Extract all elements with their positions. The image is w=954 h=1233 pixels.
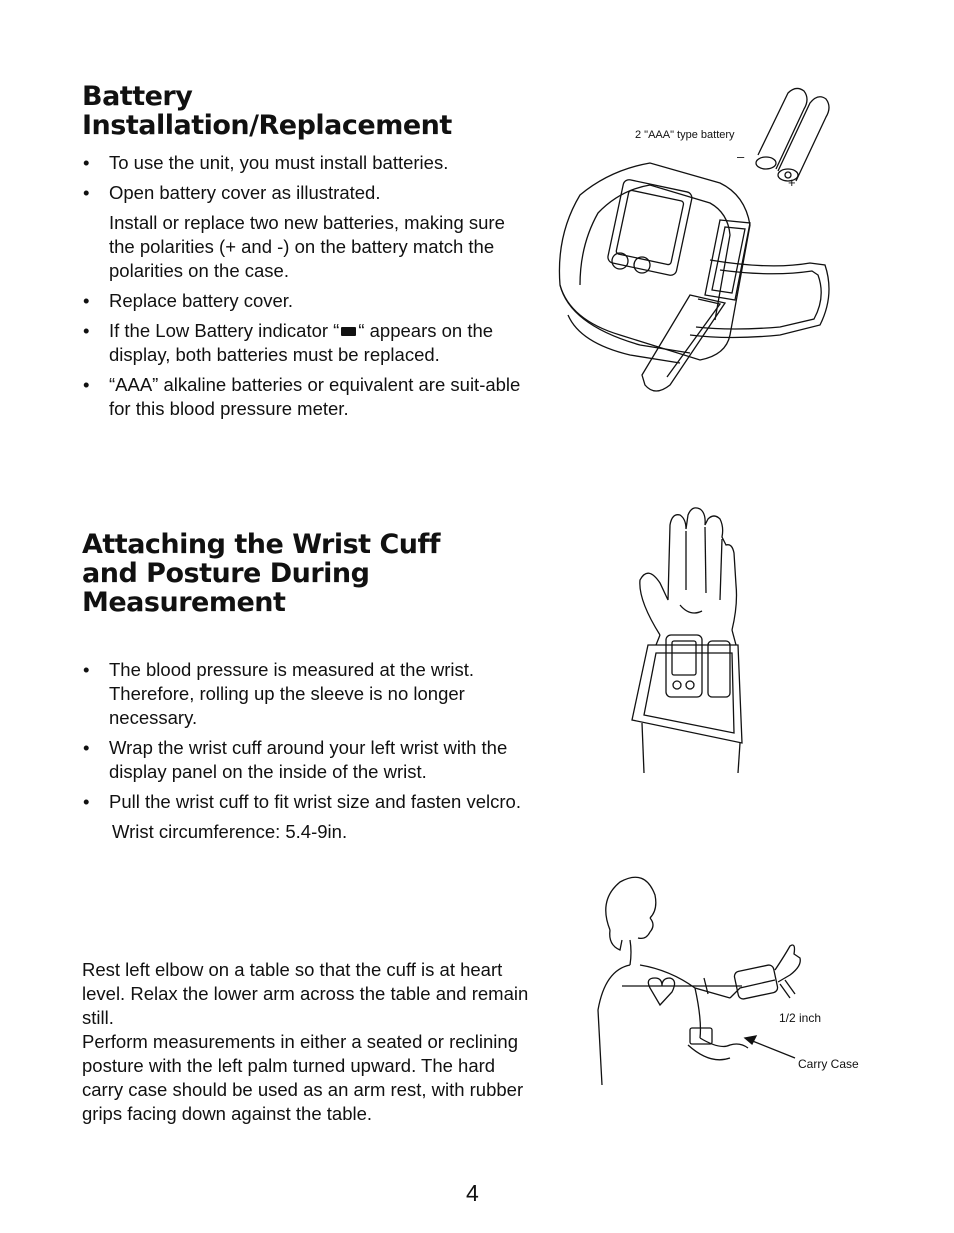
title-line: Attaching the Wrist Cuff (82, 529, 440, 560)
title-line: Battery (82, 81, 193, 112)
list-item: • Pull the wrist cuff to fit wrist size and fasten velcro. (82, 790, 532, 814)
list-item: • If the Low Battery indicator “ “ appears on the display, both batteries must be replaced. (82, 319, 532, 367)
battery-instructions-list (82, 151, 532, 427)
list-item: • Replace battery cover. (82, 289, 532, 313)
cuff-instructions-list (82, 658, 532, 850)
posture-paragraph: Perform measurements in either a seated or reclining posture with the left palm turned upward. The hard carry case should be used as an arm rest, with rubber grips facing down against the table. (82, 1031, 524, 1124)
posture-illustration (590, 870, 890, 1090)
posture-paragraph: Rest left elbow on a table so that the cuff is at heart level. Relax the lower arm across the table and remain still. (82, 959, 529, 1028)
list-item-continuation: Wrist circumference: 5.4-9in. (112, 821, 348, 842)
battery-section-title (82, 82, 452, 140)
wrist-cuff-illustration (620, 505, 760, 775)
plus-polarity-label: + (788, 175, 796, 190)
cuff-section-title (82, 530, 440, 617)
list-item: • To use the unit, you must install batteries. (82, 151, 532, 175)
list-item-continuation: Install or replace two new batteries, making sure the polarities (+ and -) on the battery match the polarities on the case. (109, 212, 505, 281)
list-item: • “AAA” alkaline batteries or equivalent are suit-able for this blood pressure meter. (82, 373, 532, 421)
battery-installation-illustration (550, 85, 890, 405)
title-line: Installation/Replacement (82, 110, 452, 141)
title-line: and Posture During (82, 558, 370, 589)
list-item: • The blood pressure is measured at the wrist. Therefore, rolling up the sleeve is no longer necessary. (82, 658, 532, 730)
posture-instructions (82, 958, 532, 1126)
carry-case-label: Carry Case (798, 1057, 859, 1071)
page-number: 4 (466, 1180, 479, 1206)
low-battery-icon (341, 327, 356, 336)
aaa-battery-icon (756, 88, 829, 181)
half-inch-label: 1/2 inch (779, 1011, 822, 1025)
battery-type-label: 2 "AAA" type battery (635, 129, 735, 141)
list-item: • Open battery cover as illustrated. (82, 181, 532, 205)
list-item: • Wrap the wrist cuff around your left wrist with the display panel on the inside of the wrist. (82, 736, 532, 784)
minus-polarity-label: – (737, 149, 745, 164)
title-line: Measurement (82, 587, 286, 618)
